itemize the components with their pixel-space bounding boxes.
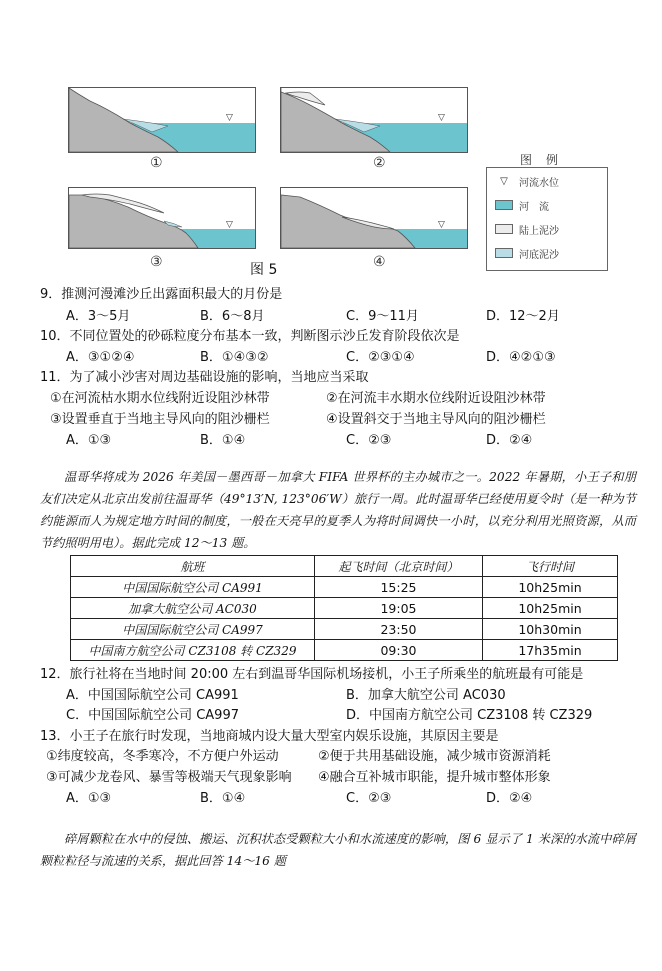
panel-label-3: ③: [150, 254, 163, 270]
panel-3-diagram: [68, 187, 256, 249]
table-row: [71, 640, 618, 661]
flight-name: 中国国际航空公司 CA997: [71, 619, 315, 640]
q12-option-c[interactable]: C．中国国际航空公司 CA997: [66, 708, 239, 723]
flight-name: 加拿大航空公司 AC030: [71, 598, 315, 619]
q13-stem: 13．小王子在旅行时发现，当地商城内设大量大型室内娱乐设施，其原因主要是: [40, 729, 499, 744]
legend-row-river-sand: [495, 246, 559, 260]
q13-item-1: ①纬度较高，冬季寒冷，不方便户外运动: [46, 749, 279, 764]
q10-option-d[interactable]: D．④②①③: [486, 350, 556, 365]
header-flight: 航班: [71, 556, 315, 577]
legend-label: 河底泥沙: [519, 249, 559, 261]
water-level-icon: ▽: [500, 175, 508, 187]
river-sand-swatch: [495, 248, 513, 258]
q10-option-a[interactable]: A．③①②④: [66, 350, 135, 365]
q13-option-a[interactable]: A．①③: [66, 791, 112, 806]
departure-time: 19:05: [315, 598, 483, 619]
q11-item-1: ①在河流枯水期水位线附近设阻沙林带: [50, 391, 270, 406]
passage-vancouver: 温哥华将成为 2026 年美国－墨西哥－加拿大 FIFA 世界杯的主办城市之一。2022 年暑期，小王子和朋友们决定从北京出发前往温哥华（49°13′N, 123°06′W）旅行一周。此时温哥华已经使用夏令时（是一种为节约能源而人为规定地方时间的制度，一般在天亮早的夏季人为将时间调快一小时，以充分利用光照资源，从而节约照明用电）。据此完成 12～13 题。: [40, 470, 636, 550]
legend-label: 河 流: [519, 201, 549, 213]
panel-1-diagram: [68, 87, 256, 153]
q10-option-b[interactable]: B．①④③②: [200, 350, 269, 365]
river-swatch: [495, 200, 513, 210]
departure-time: 23:50: [315, 619, 483, 640]
q11-item-3: ③设置垂直于当地主导风向的阻沙栅栏: [50, 412, 270, 427]
flight-duration: 10h30min: [483, 619, 618, 640]
q9-option-a[interactable]: A．3～5月: [66, 309, 131, 324]
panel-label-2: ②: [373, 155, 386, 171]
passage-sediment: 碎屑颗粒在水中的侵蚀、搬运、沉积状态受颗粒大小和水流速度的影响，图 6 显示了 1 米深的水流中碎屑颗粒粒径与流速的关系，据此回答 14～16 题: [40, 832, 636, 868]
flight-table: [70, 555, 618, 661]
q11-stem: 11．为了减小沙害对周边基础设施的影响，当地应当采取: [40, 370, 369, 385]
q9-option-d[interactable]: D．12～2月: [486, 309, 560, 324]
q9-option-c[interactable]: C．9～11月: [346, 309, 419, 324]
q10-option-c[interactable]: C．②③①④: [346, 350, 415, 365]
q13-item-3: ③可减少龙卷风、暴雪等极端天气现象影响: [46, 770, 292, 785]
legend-title: 图例: [520, 153, 573, 167]
q12-option-d[interactable]: D．中国南方航空公司 CZ3108 转 CZ329: [346, 708, 593, 723]
land-sand-swatch: [495, 224, 513, 234]
q11-option-d[interactable]: D．②④: [486, 433, 533, 448]
svg-text:▽: ▽: [438, 113, 445, 123]
q9-option-b[interactable]: B．6～8月: [200, 309, 265, 324]
panel-label-1: ①: [150, 155, 163, 171]
header-duration: 飞行时间: [483, 556, 618, 577]
table-row: [71, 619, 618, 640]
q11-option-a[interactable]: A．①③: [66, 433, 112, 448]
q11-option-b[interactable]: B．①④: [200, 433, 246, 448]
table-header-row: [71, 556, 618, 577]
flight-name: 中国南方航空公司 CZ3108 转 CZ329: [71, 640, 315, 661]
flight-duration: 10h25min: [483, 577, 618, 598]
panel-4-diagram: [280, 187, 468, 249]
header-departure: 起飞时间（北京时间）: [315, 556, 483, 577]
table-row: [71, 577, 618, 598]
q13-option-c[interactable]: C．②③: [346, 791, 392, 806]
flight-duration: 17h35min: [483, 640, 618, 661]
q13-option-d[interactable]: D．②④: [486, 791, 533, 806]
svg-text:▽: ▽: [226, 220, 233, 230]
panel-2-diagram: [280, 87, 468, 153]
q11-item-4: ④设置斜交于当地主导风向的阻沙栅栏: [326, 412, 546, 427]
departure-time: 09:30: [315, 640, 483, 661]
table-row: [71, 598, 618, 619]
q13-item-2: ②便于共用基础设施，减少城市资源消耗: [318, 749, 551, 764]
legend-label: 河流水位: [519, 177, 559, 189]
q9-stem: 9．推测河漫滩沙丘出露面积最大的月份是: [40, 287, 283, 302]
legend-row-water-level: [495, 174, 559, 188]
q12-option-b[interactable]: B．加拿大航空公司 AC030: [346, 688, 506, 703]
legend-row-river: [495, 198, 549, 212]
legend-label: 陆上泥沙: [519, 225, 559, 237]
q12-stem: 12．旅行社将在当地时间 20:00 左右到温哥华国际机场接机，小王子所乘坐的航班最有可能是: [40, 667, 584, 682]
q12-option-a[interactable]: A．中国国际航空公司 CA991: [66, 688, 239, 703]
q13-option-b[interactable]: B．①④: [200, 791, 246, 806]
q10-stem: 10．不同位置处的砂砾粒度分布基本一致，判断图示沙丘发育阶段依次是: [40, 329, 460, 344]
flight-duration: 10h25min: [483, 598, 618, 619]
q11-option-c[interactable]: C．②③: [346, 433, 392, 448]
flight-name: 中国国际航空公司 CA991: [71, 577, 315, 598]
legend: [486, 167, 608, 271]
panel-label-4: ④: [373, 254, 386, 270]
q13-item-4: ④融合互补城市职能，提升城市整体形象: [318, 770, 551, 785]
legend-row-land-sand: [495, 222, 559, 236]
svg-text:▽: ▽: [438, 220, 445, 230]
svg-text:▽: ▽: [226, 113, 233, 123]
q11-item-2: ②在河流丰水期水位线附近设阻沙林带: [326, 391, 546, 406]
departure-time: 15:25: [315, 577, 483, 598]
figure-caption: 图 5: [250, 262, 278, 278]
